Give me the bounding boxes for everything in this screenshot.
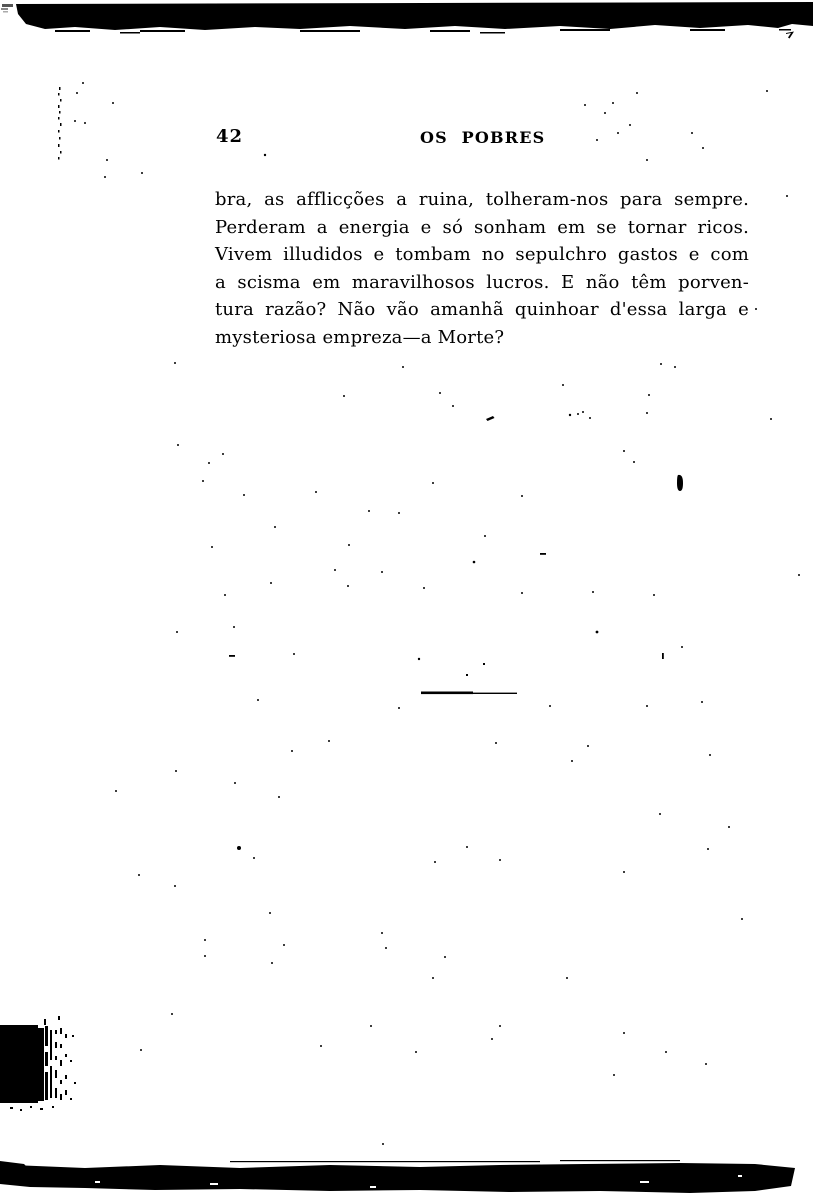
body-paragraph [215, 186, 749, 352]
bottom-scan-edge [0, 1160, 795, 1193]
margin-dotted-line [58, 87, 62, 160]
left-edge-ink-blob [0, 1016, 76, 1111]
top-scan-edge [1, 2, 813, 39]
text-line: tura razão? Não vão amanhã quinhoar d'essa larga e [215, 299, 749, 321]
ink-blot [677, 475, 683, 491]
text-line: bra, as afflicções a ruina, tolheram-nos para sempre. [215, 189, 749, 210]
text-line: Perderam a energia e só sonham em se tornar ricos. [215, 216, 749, 238]
text-line: Vivem illudidos e tombam no sepulchro gastos e com [215, 244, 749, 266]
running-title: OS POBRES [420, 128, 546, 147]
page-number: 42 [216, 126, 244, 147]
text-line: a scisma em maravilhosos lucros. E não têm porven- [215, 271, 749, 293]
section-divider [421, 663, 517, 694]
text-line: mysteriosa empreza—a Morte? [215, 326, 505, 348]
